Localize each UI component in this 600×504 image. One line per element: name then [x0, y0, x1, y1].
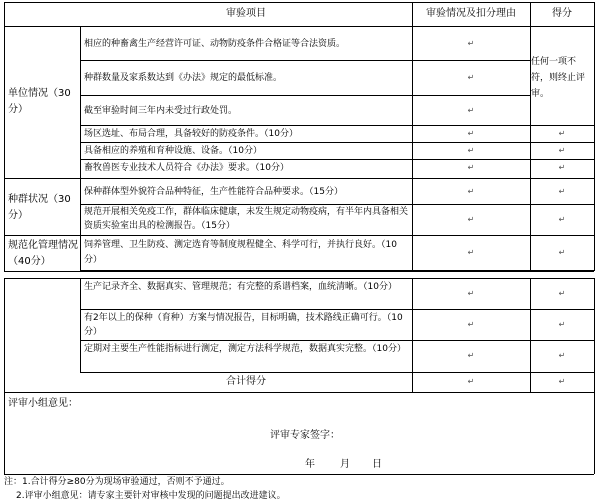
item-row: 生产记录齐全、数据真实、管理规范；有完整的系谱档案，血统清晰。（10分）	[84, 282, 397, 292]
rule	[80, 372, 594, 373]
score-cell[interactable]: ↵	[558, 129, 566, 138]
rule	[4, 235, 594, 236]
review-cell[interactable]: ↵	[467, 320, 475, 329]
veto-note: 任何一项不符，则终止评审。	[531, 57, 586, 99]
score-cell[interactable]: ↵	[558, 187, 566, 196]
rule	[4, 2, 5, 474]
date-day: 日	[372, 459, 382, 470]
rule	[4, 26, 594, 27]
item-row: 畜牧兽医专业技术人员符合《办法》要求。（10分）	[84, 163, 289, 173]
footnote-2: 2.评审小组意见：请专家主要针对审核中发现的问题提出改进建议。	[16, 491, 286, 501]
header-item: 审验项目	[226, 8, 266, 19]
opinion-label: 评审小组意见：	[8, 398, 78, 409]
rule	[4, 392, 594, 393]
rule	[80, 26, 81, 372]
item-row: 种群数量及家系数达到《办法》规定的最低标准。	[84, 73, 283, 83]
page-break	[0, 271, 600, 278]
item-row: 截至审验时间三年内未受过行政处罚。	[84, 106, 238, 116]
review-cell[interactable]: ↵	[467, 129, 475, 138]
footnote-1: 注：1.合计得分≥80分为现场审验通过，否则不予通过。	[4, 477, 230, 487]
signature-label: 评审专家签字：	[270, 430, 340, 441]
score-cell[interactable]: ↵	[558, 351, 566, 360]
review-cell[interactable]: ↵	[467, 377, 475, 386]
rule	[80, 95, 530, 96]
review-cell[interactable]: ↵	[467, 289, 475, 298]
rule	[4, 2, 594, 3]
item-row: 保种群体型外貌符合品种特征，生产性能符合品种要求。（15分）	[84, 187, 343, 197]
total-label: 合计得分	[226, 376, 266, 387]
item-row: 场区选址、布局合理，具备较好的防疫条件。（10分）	[84, 129, 298, 139]
review-cell[interactable]: ↵	[467, 73, 475, 82]
category-unit: 单位情况（30分）	[8, 88, 71, 115]
date-year: 年	[305, 459, 315, 470]
rule	[4, 278, 594, 279]
review-cell[interactable]: ↵	[467, 106, 475, 115]
review-cell[interactable]: ↵	[467, 187, 475, 196]
review-cell[interactable]: ↵	[467, 146, 475, 155]
header-score: 得分	[552, 8, 572, 19]
rule	[80, 60, 530, 61]
rule	[80, 309, 594, 310]
header-review: 审验情况及扣分理由	[426, 8, 516, 19]
score-cell[interactable]: ↵	[558, 215, 566, 224]
item-row: 具备相应的养殖和育种设施、设备。（10分）	[84, 146, 262, 156]
item-row: 饲养管理、卫生防疫、测定选育等制度规程健全、科学可行，并执行良好。（10分）	[84, 240, 397, 265]
score-cell[interactable]: ↵	[558, 248, 566, 257]
item-row: 有2年以上的保种（育种）方案与情况报告，目标明确，技术路线正确可行。（10分）	[84, 313, 403, 337]
rule	[4, 178, 594, 179]
score-cell[interactable]: ↵	[558, 289, 566, 298]
item-row: 相应的种畜禽生产经营许可证、动物防疫条件合格证等合法资质。	[84, 39, 346, 49]
score-cell[interactable]: ↵	[558, 320, 566, 329]
rule	[4, 271, 594, 272]
review-cell[interactable]: ↵	[467, 248, 475, 257]
category-management: 规范化管理情况（40分）	[8, 240, 78, 267]
rule	[80, 340, 594, 341]
date-month: 月	[340, 459, 350, 470]
category-population: 种群状况（30分）	[8, 194, 71, 221]
score-cell[interactable]: ↵	[558, 377, 566, 386]
review-cell[interactable]: ↵	[467, 39, 475, 48]
rule	[594, 2, 595, 474]
score-cell[interactable]: ↵	[558, 163, 566, 172]
item-row: 定期对主要生产性能指标进行测定，测定方法科学规范，数据真实完整。（10分）	[84, 344, 406, 354]
review-cell[interactable]: ↵	[467, 351, 475, 360]
item-row: 规范开展相关免疫工作，群体临床健康，未发生规定动物疫病，有半年内具备相关资质实验室出具的检测报告。（15分）	[84, 207, 409, 231]
review-cell[interactable]: ↵	[467, 163, 475, 172]
score-cell[interactable]: ↵	[558, 146, 566, 155]
review-cell[interactable]: ↵	[467, 215, 475, 224]
